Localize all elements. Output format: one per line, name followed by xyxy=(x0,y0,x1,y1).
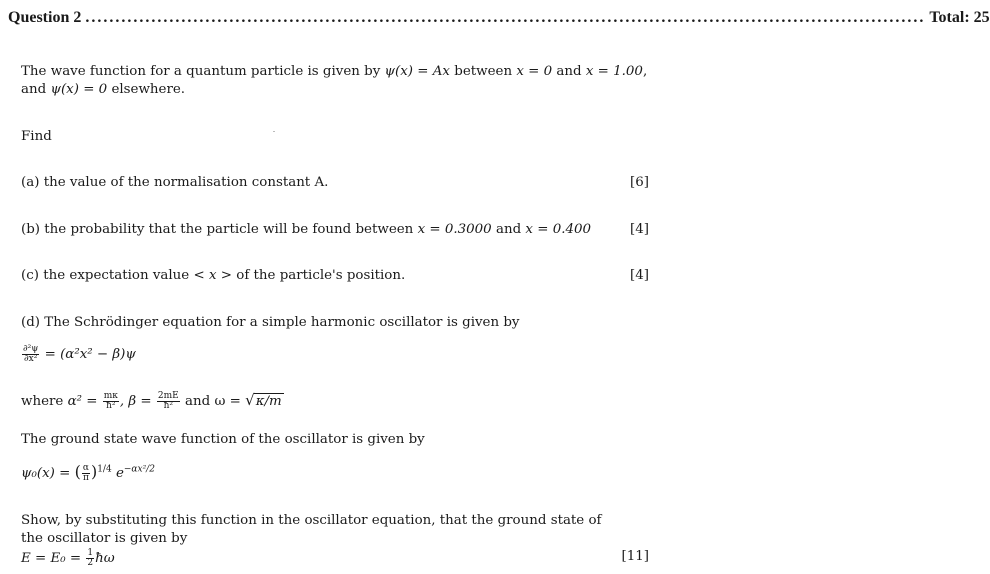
energy-fraction xyxy=(86,549,94,568)
second-derivative-fraction xyxy=(22,345,39,364)
alpha-denominator: ħ² xyxy=(106,401,116,411)
psi0-e-exponent: −αx²/2 xyxy=(123,464,155,475)
beta-denominator: ħ² xyxy=(163,401,174,411)
intro-and: and xyxy=(552,64,586,79)
alpha-numerator: mκ xyxy=(103,391,118,401)
psi0-lhs: ψ₀(x) = xyxy=(21,466,75,481)
part-b xyxy=(21,222,653,237)
part-c xyxy=(21,268,653,283)
psi0-numerator: α xyxy=(82,463,89,473)
part-c-expectation: < x > xyxy=(193,268,232,283)
energy-denominator: 2 xyxy=(87,558,94,568)
omega-text: and ω = xyxy=(180,394,246,409)
ground-state-function: ψ₀(x) = ( $\frac{\alpha}{\pi}$ )$^{1/4}$ $e^{-\alpha x^2/2}$ xyxy=(21,462,155,483)
energy-rhs: ħω xyxy=(95,551,115,566)
intro-text: The wave function for a quantum particle is given by xyxy=(21,64,385,79)
intro-paragraph: The wave function for a quantum particle is given by ψ(x) = Ax between x = 0 and x = 1.00, and ψ(x) = 0 elsewhere. xyxy=(21,64,648,97)
beta-lhs: , β = xyxy=(119,394,156,409)
energy-numerator: 1 xyxy=(87,548,94,558)
question-header xyxy=(8,9,990,27)
part-b-and: and xyxy=(491,222,526,237)
scan-speck xyxy=(273,131,275,132)
energy-result xyxy=(21,549,653,568)
psi0-fraction xyxy=(82,464,90,483)
psi-elsewhere: ψ(x) = 0 xyxy=(50,82,108,97)
part-b-marks: [4] xyxy=(630,222,649,237)
part-b-x2: x = 0.400 xyxy=(525,222,592,237)
ground-state-intro: The ground state wave function of the oscillator is given by xyxy=(21,432,425,447)
question-title: Question 2 xyxy=(8,9,82,26)
dot-leader: ............................................................................................................................................ xyxy=(85,9,926,26)
question-total: Total: 25 xyxy=(929,9,990,26)
psi0-exponent: 1/4 xyxy=(97,464,112,475)
deriv-denominator: ∂x² xyxy=(23,354,38,364)
schrodinger-equation xyxy=(21,345,653,364)
part-b-x1: x = 0.3000 xyxy=(417,222,492,237)
x-lower-bound: x = 0 xyxy=(516,64,553,79)
part-a-text: (a) the value of the normalisation constant A. xyxy=(21,175,329,190)
equation-rhs: = (α²x² − β)ψ xyxy=(44,347,136,362)
definitions-line: where α² = $\frac{m\kappa}{\text{ħ²}}$ , β = $\frac{2mE}{\text{ħ²}}$ and ω = √κ/m xyxy=(21,391,282,411)
beta-numerator: 2mE xyxy=(157,391,179,401)
x-upper-bound: x = 1.00 xyxy=(585,64,643,79)
where-label: where xyxy=(21,394,68,409)
alpha-fraction xyxy=(103,392,119,411)
part-b-text: (b) the probability that the particle will be found between xyxy=(21,222,418,237)
intro-line2-start: and xyxy=(21,82,51,97)
part-a xyxy=(21,175,653,190)
psi0-e: e xyxy=(115,466,124,481)
part-c-marks: [4] xyxy=(630,268,649,283)
alpha-lhs: α² = xyxy=(67,394,102,409)
part-c-text: (c) the expectation value xyxy=(21,268,194,283)
show-paragraph xyxy=(21,512,653,548)
psi0-denominator: π xyxy=(82,473,89,483)
intro-line2-end: elsewhere. xyxy=(107,82,186,97)
part-a-marks: [6] xyxy=(630,175,649,190)
energy-lhs: E = E₀ = xyxy=(21,551,86,566)
intro-between: between xyxy=(450,64,517,79)
deriv-numerator: ∂²ψ xyxy=(23,344,39,354)
omega-sqrt: κ/m xyxy=(255,394,282,409)
show-line2: the oscillator is given by xyxy=(21,531,188,546)
psi-definition: ψ(x) = Ax xyxy=(384,64,450,79)
part-d-marks: [11] xyxy=(621,549,649,564)
part-d-intro: (d) The Schrödinger equation for a simple harmonic oscillator is given by xyxy=(21,315,520,330)
part-c-text-after: of the particle's position. xyxy=(232,268,406,283)
beta-fraction xyxy=(157,392,180,411)
find-label: Find xyxy=(21,129,52,144)
show-line1: Show, by substituting this function in the oscillator equation, that the ground state of xyxy=(21,513,602,528)
